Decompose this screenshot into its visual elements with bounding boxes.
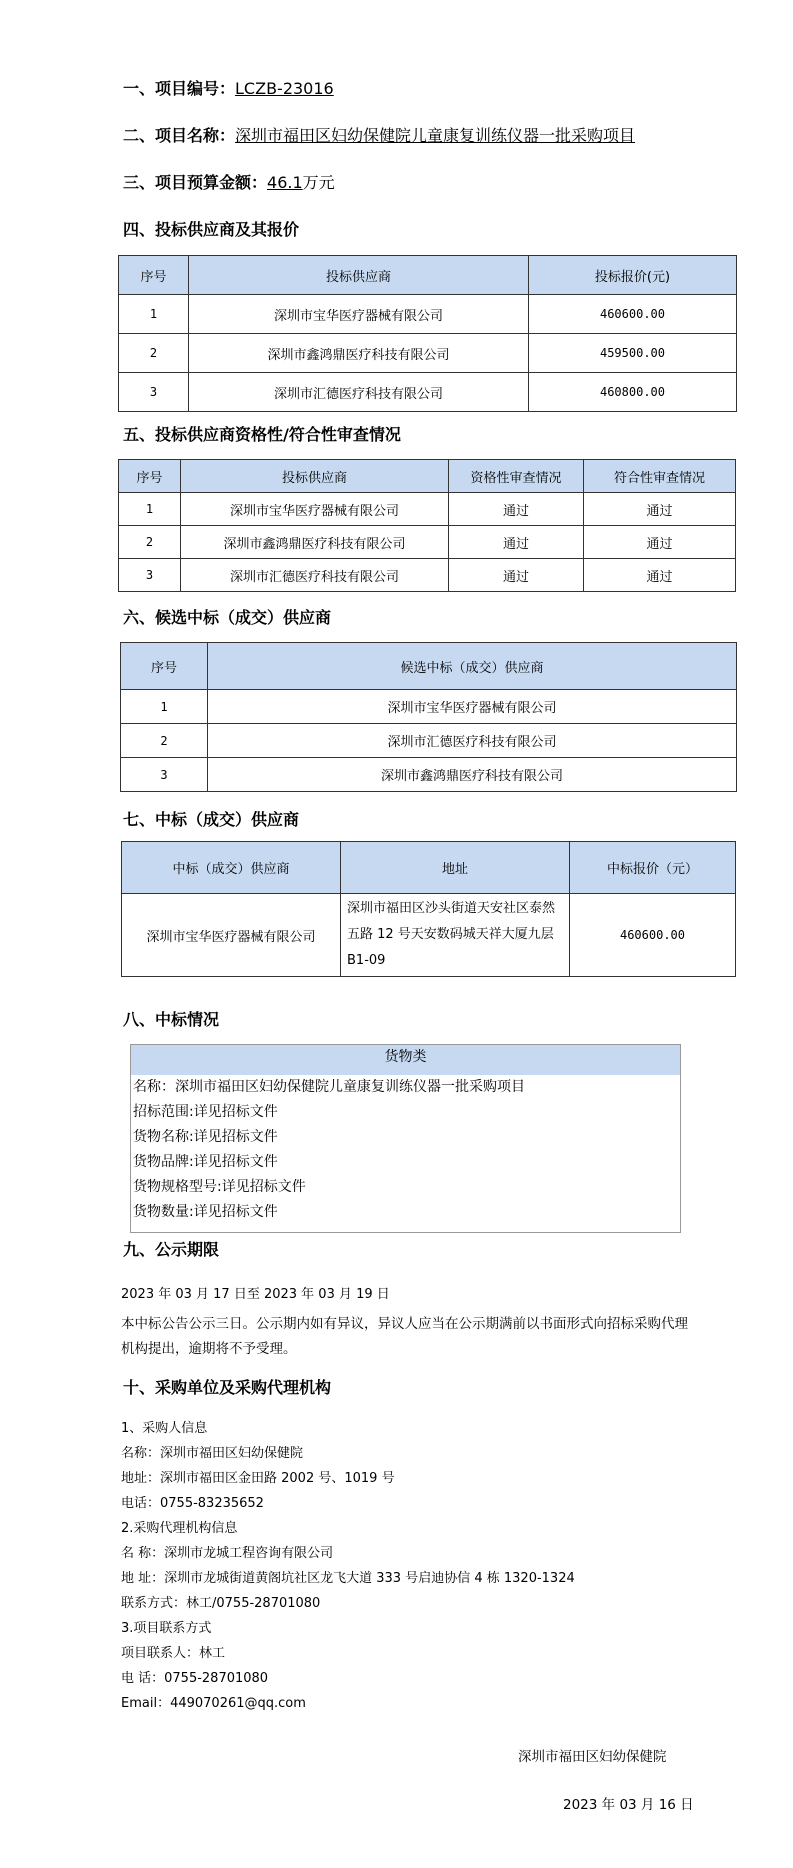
- section-bidders-title: 四、投标供应商及其报价: [123, 220, 300, 239]
- table-cell: 1: [121, 690, 208, 724]
- contact-line: 项目联系人：林工: [121, 1646, 226, 1661]
- section-contacts-title: 十、采购单位及采购代理机构: [123, 1378, 332, 1397]
- contact-line: 名 称：深圳市龙城工程咨询有限公司: [121, 1546, 334, 1561]
- table-row: [121, 758, 737, 792]
- section-award-title: 八、中标情况: [123, 1010, 220, 1029]
- project-name-value: 深圳市福田区妇幼保健院儿童康复训练仪器一批采购项目: [235, 126, 636, 145]
- winner-address-cell: 深圳市福田区沙头街道天安社区泰然五路 12 号天安数码城天祥大厦九层 B1-09: [341, 894, 570, 977]
- award-line: 货物数量:详见招标文件: [133, 1204, 278, 1220]
- table-row: [119, 373, 737, 412]
- award-line: 货物品牌:详见招标文件: [133, 1154, 278, 1170]
- contact-line: 名称：深圳市福田区妇幼保健院: [121, 1446, 304, 1461]
- table-cell: 460800.00: [529, 373, 737, 412]
- table-cell: 3: [119, 559, 181, 592]
- table-header-row: [119, 256, 737, 295]
- table-cell: 460600.00: [529, 295, 737, 334]
- contact-line: Email：449070261@qq.com: [121, 1696, 306, 1711]
- table-row: [122, 894, 736, 977]
- award-box-header: 货物类: [131, 1045, 680, 1075]
- header-cell: 序号: [119, 256, 189, 295]
- table-row: [119, 295, 737, 334]
- winner-supplier-cell: 深圳市宝华医疗器械有限公司: [122, 894, 341, 977]
- table-cell: 通过: [449, 493, 584, 526]
- table-cell: 深圳市鑫鸿鼎医疗科技有限公司: [181, 526, 449, 559]
- table-cell: 1: [119, 493, 181, 526]
- table-cell: 1: [119, 295, 189, 334]
- table-cell: 深圳市宝华医疗器械有限公司: [208, 690, 737, 724]
- header-cell: 序号: [121, 643, 208, 690]
- table-header-row: [122, 842, 736, 894]
- project-budget-label: 三、项目预算金额：: [123, 173, 268, 192]
- header-cell: 序号: [119, 460, 181, 493]
- notice-text: 本中标公告公示三日。公示期内如有异议，异议人应当在公示期满前以书面形式向招标采购代理机构提出，逾期将不予受理。: [121, 1316, 688, 1357]
- table-cell: 2: [119, 526, 181, 559]
- table-cell: 459500.00: [529, 334, 737, 373]
- header-cell: 地址: [341, 842, 570, 894]
- header-cell: 投标供应商: [181, 460, 449, 493]
- table-cell: 通过: [584, 493, 736, 526]
- table-cell: 2: [121, 724, 208, 758]
- table-cell: 深圳市汇德医疗科技有限公司: [189, 373, 529, 412]
- table-row: [119, 334, 737, 373]
- table-cell: 2: [119, 334, 189, 373]
- table-row: [121, 690, 737, 724]
- table-header-row: [119, 460, 736, 493]
- period-text: 2023 年 03 月 17 日至 2023 年 03 月 19 日: [121, 1287, 390, 1302]
- table-cell: 3: [121, 758, 208, 792]
- project-name-label: 二、项目名称：: [123, 126, 236, 145]
- winner-table: [121, 841, 736, 977]
- table-row: [119, 559, 736, 592]
- project-budget-unit: 万元: [302, 173, 335, 192]
- table-cell: 通过: [584, 526, 736, 559]
- table-header-row: [121, 643, 737, 690]
- review-table: [118, 459, 736, 592]
- table-cell: 深圳市鑫鸿鼎医疗科技有限公司: [189, 334, 529, 373]
- table-row: [119, 526, 736, 559]
- award-line: 名称：深圳市福田区妇幼保健院儿童康复训练仪器一批采购项目: [133, 1079, 525, 1095]
- section-review-title: 五、投标供应商资格性/符合性审查情况: [123, 425, 401, 444]
- header-cell: 符合性审查情况: [584, 460, 736, 493]
- project-budget: [123, 170, 335, 193]
- header-cell: 投标报价(元): [529, 256, 737, 295]
- table-row: [121, 724, 737, 758]
- candidates-table: [120, 642, 737, 792]
- header-cell: 投标供应商: [189, 256, 529, 295]
- table-cell: 深圳市汇德医疗科技有限公司: [208, 724, 737, 758]
- table-cell: 通过: [449, 559, 584, 592]
- section-candidates-title: 六、候选中标（成交）供应商: [123, 608, 332, 627]
- contact-line: 电话：0755-83235652: [121, 1496, 264, 1511]
- header-cell: 候选中标（成交）供应商: [208, 643, 737, 690]
- header-cell: 资格性审查情况: [449, 460, 584, 493]
- table-cell: 深圳市汇德医疗科技有限公司: [181, 559, 449, 592]
- contact-line: 2.采购代理机构信息: [121, 1521, 238, 1536]
- project-number-label: 一、项目编号：: [123, 79, 236, 98]
- award-box: [130, 1044, 681, 1233]
- project-budget-value: 46.1: [267, 173, 303, 192]
- project-number: [123, 76, 334, 99]
- winner-price-cell: 460600.00: [570, 894, 736, 977]
- contact-line: 1、采购人信息: [121, 1421, 208, 1436]
- project-name: [123, 123, 635, 146]
- award-line: 货物名称:详见招标文件: [133, 1129, 278, 1145]
- header-cell: 中标（成交）供应商: [122, 842, 341, 894]
- contact-line: 电 话：0755-28701080: [121, 1671, 269, 1686]
- table-row: [119, 493, 736, 526]
- award-line: 货物规格型号:详见招标文件: [133, 1179, 306, 1195]
- table-cell: 深圳市宝华医疗器械有限公司: [189, 295, 529, 334]
- contact-line: 地 址：深圳市龙城街道黄阁坑社区龙飞大道 333 号启迪协信 4 栋 1320-1324: [121, 1571, 575, 1586]
- contact-line: 3.项目联系方式: [121, 1621, 212, 1636]
- section-winner-title: 七、中标（成交）供应商: [123, 810, 300, 829]
- section-period-title: 九、公示期限: [123, 1240, 220, 1259]
- header-cell: 中标报价（元）: [570, 842, 736, 894]
- table-cell: 通过: [584, 559, 736, 592]
- table-cell: 深圳市鑫鸿鼎医疗科技有限公司: [208, 758, 737, 792]
- table-cell: 3: [119, 373, 189, 412]
- project-number-value: LCZB-23016: [235, 79, 334, 98]
- contact-line: 联系方式：林工/0755-28701080: [121, 1596, 321, 1611]
- table-cell: 深圳市宝华医疗器械有限公司: [181, 493, 449, 526]
- bidders-table: [118, 255, 737, 412]
- table-cell: 通过: [449, 526, 584, 559]
- footer-date: 2023 年 03 月 16 日: [563, 1797, 694, 1813]
- footer-org: 深圳市福田区妇幼保健院: [518, 1749, 667, 1765]
- contact-line: 地址：深圳市福田区金田路 2002 号、1019 号: [121, 1471, 395, 1486]
- award-line: 招标范围:详见招标文件: [133, 1104, 278, 1120]
